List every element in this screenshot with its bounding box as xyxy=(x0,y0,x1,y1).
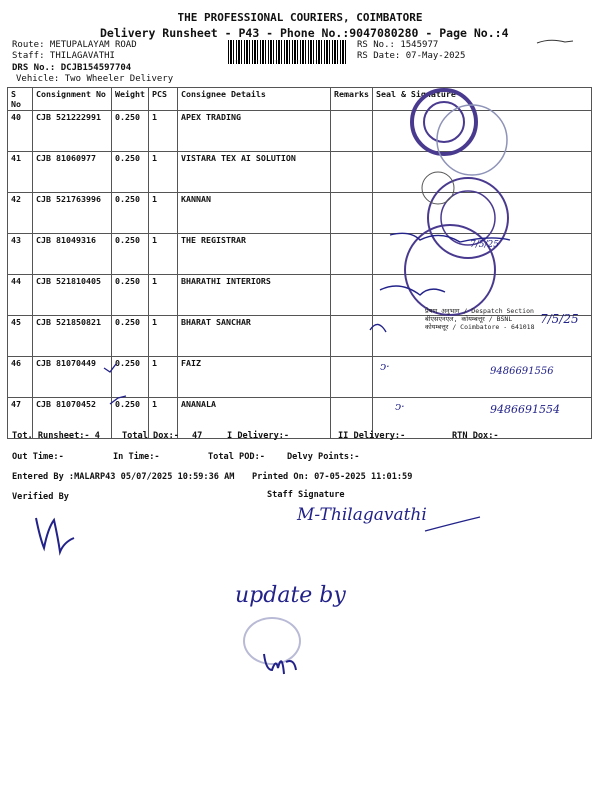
row46-phone: 9486691556 xyxy=(490,366,554,377)
row46-signature: ↄ· xyxy=(380,360,390,373)
col-remarks: Remarks xyxy=(331,88,373,111)
cell-pcs: 1 xyxy=(149,398,178,439)
verifier-signature xyxy=(30,508,90,558)
bsnl-line2: बीएसएनएल, कोयम्बत्तूर / BSNL xyxy=(425,315,513,323)
rs-number: RS No.: 1545977 xyxy=(357,40,439,50)
cell-consignment: CJB 81060977 xyxy=(33,152,112,193)
cell-sno: 43 xyxy=(8,234,33,275)
cell-pcs: 1 xyxy=(149,275,178,316)
cell-weight: 0.250 xyxy=(112,316,149,357)
row47-phone: 9486691554 xyxy=(490,403,560,416)
in-time: In Time:- xyxy=(113,452,160,462)
stamps-overlay xyxy=(360,80,560,400)
purple-stamp-circle xyxy=(412,90,476,154)
cell-weight: 0.250 xyxy=(112,111,149,152)
rtn-dox: RTN Dox:- xyxy=(452,431,499,441)
delvy-points: Delvy Points:- xyxy=(287,452,360,462)
tot-runsheet: Tot. Runsheet:- 4 xyxy=(12,431,100,441)
verified-by-label: Verified By xyxy=(12,492,69,502)
cell-pcs: 1 xyxy=(149,152,178,193)
cell-consignee: BHARATHI INTERIORS xyxy=(178,275,331,316)
cell-pcs: 1 xyxy=(149,111,178,152)
staff-signature-stroke xyxy=(295,515,485,535)
total-dox-label: Total Dox:- xyxy=(122,431,179,441)
cell-consignment: CJB 521222991 xyxy=(33,111,112,152)
cell-weight: 0.250 xyxy=(112,357,149,398)
cell-consignment: CJB 81049316 xyxy=(33,234,112,275)
cell-consignment: CJB 81070449 xyxy=(33,357,112,398)
barcode-image xyxy=(228,40,346,64)
company-title: THE PROFESSIONAL COURIERS, COIMBATORE xyxy=(177,11,423,24)
out-time: Out Time:- xyxy=(12,452,64,462)
drs-number: DRS No.: DCJB154597704 xyxy=(12,63,132,73)
printed-on: Printed On: 07-05-2025 11:01:59 xyxy=(252,472,413,482)
cell-sno: 45 xyxy=(8,316,33,357)
entered-by: Entered By :MALARP43 05/07/2025 10:59:36 AM xyxy=(12,472,235,482)
staff-label: Staff: THILAGAVATHI xyxy=(12,51,115,61)
bsnl-line1: प्रेषण अनुभाग / Despatch Section xyxy=(425,307,534,315)
runsheet-subtitle: Delivery Runsheet - P43 - Phone No.:9047080280 - Page No.:4 xyxy=(100,26,509,40)
cell-consignment: CJB 521850821 xyxy=(33,316,112,357)
cell-pcs: 1 xyxy=(149,193,178,234)
cell-consignee: THE REGISTRAR xyxy=(178,234,331,275)
staff-handwritten-signature: M-Thilagavathi xyxy=(297,505,427,525)
col-weight: Weight xyxy=(112,88,149,111)
cell-sno: 41 xyxy=(8,152,33,193)
cell-sno: 46 xyxy=(8,357,33,398)
cell-weight: 0.250 xyxy=(112,152,149,193)
cell-sno: 47 xyxy=(8,398,33,439)
cell-sno: 44 xyxy=(8,275,33,316)
col-consignment: Consignment No xyxy=(33,88,112,111)
vehicle-label: Vehicle: Two Wheeler Delivery xyxy=(16,74,174,84)
cell-weight: 0.250 xyxy=(112,398,149,439)
cell-consignment: CJB 521763996 xyxy=(33,193,112,234)
cell-sno: 40 xyxy=(8,111,33,152)
staff-signature-label: Staff Signature xyxy=(267,490,345,500)
cell-pcs: 1 xyxy=(149,234,178,275)
route-label: Route: METUPALAYAM ROAD xyxy=(12,40,137,50)
bsnl-line3: कोयम्बत्तूर / Coimbatore - 641018 xyxy=(425,323,535,331)
row47-signature: ↄ· xyxy=(395,400,405,413)
rs-date: RS Date: 07-May-2025 xyxy=(357,51,466,61)
cell-weight: 0.250 xyxy=(112,234,149,275)
update-by-note: update by xyxy=(235,583,346,608)
i-delivery: I Delivery:- xyxy=(227,431,290,441)
cell-consignee: FAIZ xyxy=(178,357,331,398)
cell-weight: 0.250 xyxy=(112,193,149,234)
bsnl-stamp-text xyxy=(425,307,535,331)
cell-pcs: 1 xyxy=(149,357,178,398)
row45-handwritten-date: 7/5/25 xyxy=(540,312,579,326)
col-sno: S No xyxy=(8,88,33,111)
cell-pcs: 1 xyxy=(149,316,178,357)
cell-sno: 42 xyxy=(8,193,33,234)
total-dox-value: 47 xyxy=(192,431,203,441)
tick-marks xyxy=(100,360,180,410)
cell-consignee: APEX TRADING xyxy=(178,111,331,152)
cell-consignee: BHARAT SANCHAR xyxy=(178,316,331,357)
cell-consignee: KANNAN xyxy=(178,193,331,234)
cell-consignment: CJB 81070452 xyxy=(33,398,112,439)
cell-consignee: ANANALA xyxy=(178,398,331,439)
ii-delivery: II Delivery:- xyxy=(338,431,406,441)
cell-weight: 0.250 xyxy=(112,275,149,316)
col-seal-signature: Seal & Signature xyxy=(372,88,591,111)
cell-consignee: VISTARA TEX AI SOLUTION xyxy=(178,152,331,193)
cell-consignment: CJB 521810405 xyxy=(33,275,112,316)
pen-mark xyxy=(535,35,575,47)
total-pod: Total POD:- xyxy=(208,452,265,462)
row43-handwritten-date: 7/5/25 xyxy=(470,240,499,250)
col-pcs: PCS xyxy=(149,88,178,111)
col-consignee: Consignee Details xyxy=(178,88,331,111)
initials-signature xyxy=(260,648,300,680)
